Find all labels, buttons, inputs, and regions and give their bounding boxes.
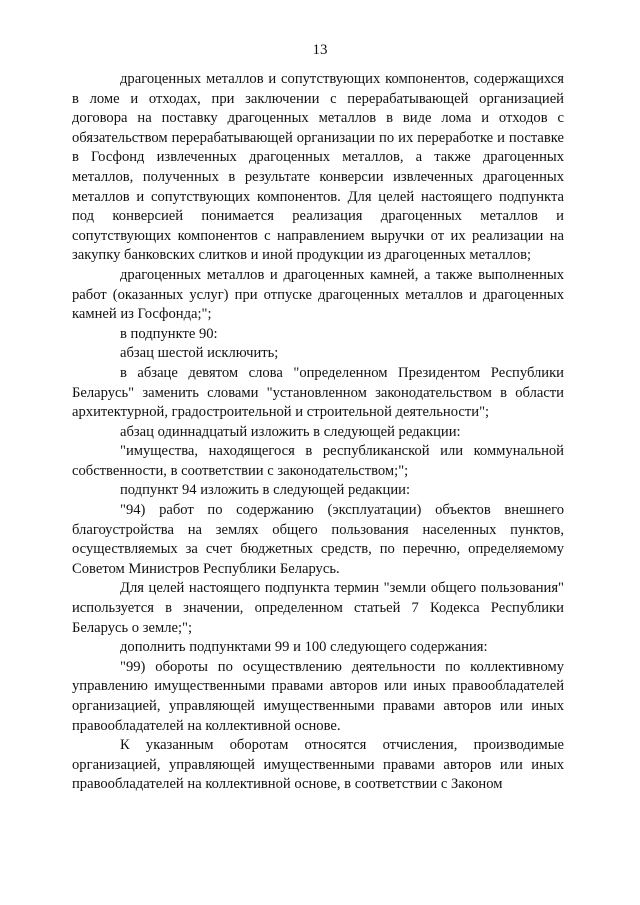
paragraph-eleventh-edit: абзац одиннадцатый изложить в следующей редакции:: [120, 423, 461, 440]
paragraph-ninth-replace: в абзаце девятом слова "определенном Президентом Республики Беларусь" заменить словами "установленном законодательством в области архитектурной, градостроительной и строительной деятельности";: [72, 364, 564, 421]
paragraph-add-99-100: дополнить подпунктами 99 и 100 следующего содержания:: [120, 639, 488, 656]
paragraph-precious-metals-scrap: драгоценных металлов и сопутствующих компонентов, содержащихся в ломе и отходах, при заключении с перерабатывающей организацией договора на поставку драгоценных металлов в виде лома и отходов с обязательством перерабатывающей организации по их переработке и поставке в Госфонд извлеченных драгоценных металлов, а также драгоценных металлов, полученных в результате конверсии извлеченных драгоценных металлов и сопутствующих компонентов. Для целей настоящего подпункта под конверсией понимается реализация драгоценных металлов и сопутствующих компонентов с направлением выручки от их реализации на закупку банковских слитков и иной продукции из драгоценных металлов;: [72, 71, 564, 264]
paragraph-public-lands-term: Для целей настоящего подпункта термин "земли общего пользования" используется в значении, определенном статьей 7 Кодекса Республики Беларусь о земле;";: [72, 580, 564, 636]
page-number: 13: [312, 42, 328, 58]
paragraph-precious-metals-stones: драгоценных металлов и драгоценных камней, а также выполненных работ (оказанных услуг) при отпуске драгоценных металлов и драгоценных камней из Госфонда;";: [72, 266, 564, 323]
document-body: [72, 70, 564, 795]
paragraph-property-quote: "имущества, находящегося в республиканской или коммунальной собственности, в соответствии с законодательством;";: [72, 443, 564, 479]
paragraph-deductions: К указанным оборотам относятся отчисления, производимые организацией, управляющей имущественными правами авторов или иных правообладателей на коллективной основе, в соответствии с Законом: [72, 737, 564, 793]
paragraph-subitem-94-edit: подпункт 94 изложить в следующей редакции:: [120, 482, 411, 499]
paragraph-sixth-excluded: абзац шестой исключить;: [120, 345, 279, 362]
paragraph-subitem-90: в подпункте 90:: [120, 325, 218, 342]
paragraph-subitem-94-text: "94) работ по содержанию (эксплуатации) объектов внешнего благоустройства на землях общего пользования населенных пунктов, осуществляемых за счет бюджетных средств, по перечню, определяемому Советом Министров Республики Беларусь.: [72, 502, 564, 577]
paragraph-subitem-99-text: "99) обороты по осуществлению деятельности по коллективному управлению имущественными правами авторов или иных правообладателей организацией, управляющей имущественными правами авторов или иных правообладателей на коллективной основе.: [72, 658, 564, 734]
